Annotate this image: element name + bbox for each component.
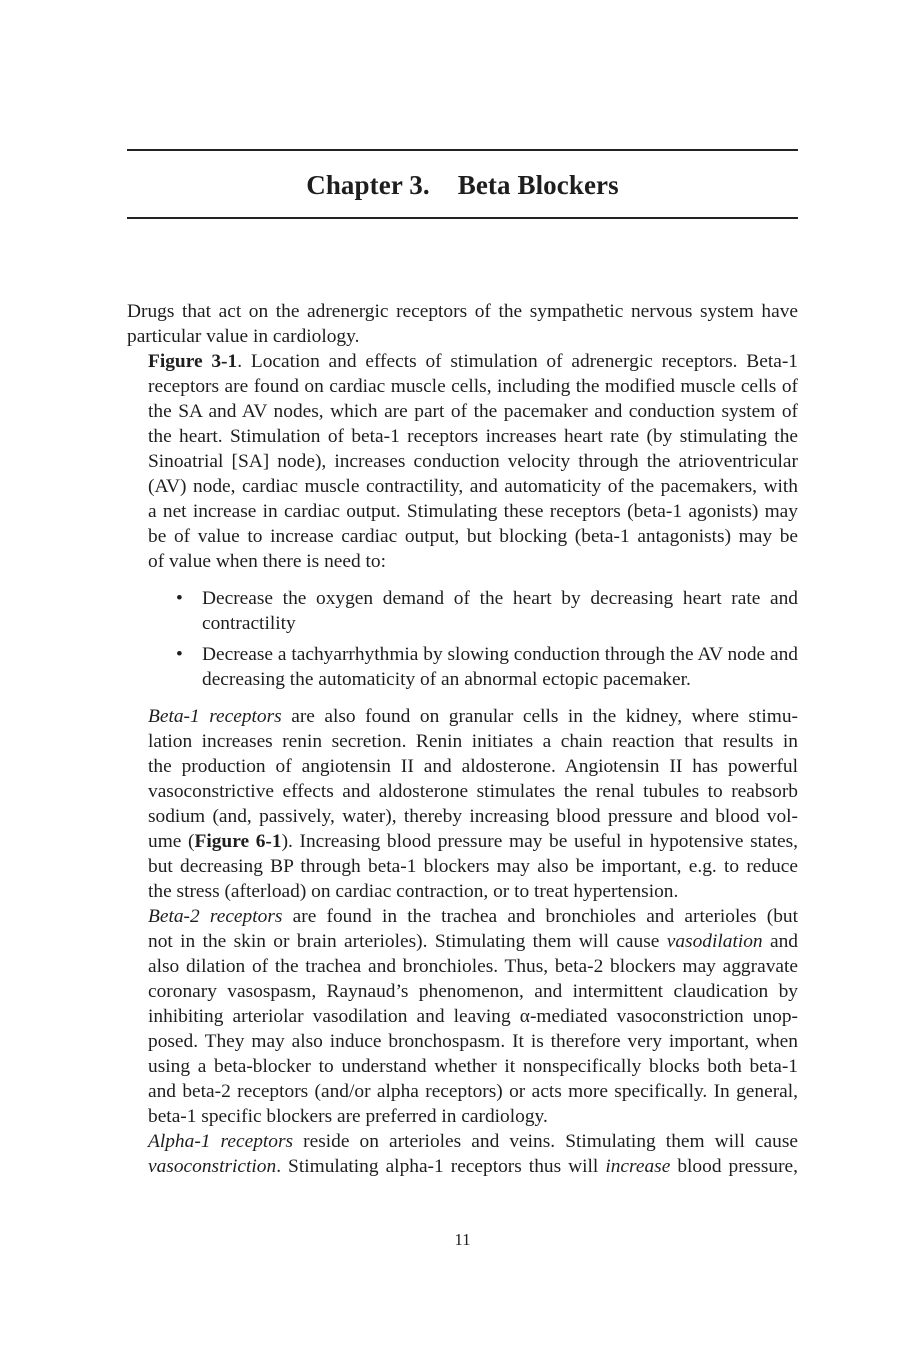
text-run: ume (: [148, 831, 195, 852]
paragraph-alpha-1: [127, 1129, 798, 1179]
text-line: [127, 904, 798, 929]
text-line: [127, 854, 798, 879]
bullet-item: [176, 642, 798, 692]
text-line: [127, 399, 798, 424]
text-run: are also found on granular cells in the kidney, where stimu-: [281, 706, 798, 727]
chapter-rule-bottom: [127, 217, 798, 219]
text-line: [127, 374, 798, 399]
bold-run: Figure 6-1: [194, 831, 282, 852]
text-run: the production of angiotensin II and aldosterone. Angiotensin II has powerful: [148, 756, 798, 777]
bold-run: Figure 3-1: [148, 351, 238, 372]
bullet-list: [127, 586, 798, 692]
bullet-text: Decrease the oxygen demand of the heart by decreasing heart rate and contractility: [202, 588, 798, 634]
text-line: [127, 549, 798, 574]
text-line: [127, 779, 798, 804]
chapter-label: Chapter 3.: [306, 170, 430, 200]
italic-run: Beta-2 receptors: [148, 906, 283, 927]
text-line: [127, 299, 798, 324]
text-line: [127, 729, 798, 754]
bullet-icon: •: [176, 588, 183, 609]
text-run: particular value in cardiology.: [127, 326, 360, 347]
text-line: [127, 829, 798, 854]
paragraph-intro: [127, 299, 798, 349]
paragraph-beta-1: [127, 704, 798, 904]
text-line: [127, 704, 798, 729]
bullet-item: [176, 586, 798, 636]
text-run: sodium (and, passively, water), thereby increasing blood pressure and blood vol-: [148, 806, 798, 827]
text-line: [127, 1004, 798, 1029]
paragraph-beta-2: [127, 904, 798, 1129]
page-number: 11: [454, 1230, 471, 1249]
body-text: [127, 299, 798, 1179]
text-run: not in the skin or brain arterioles). Stimulating them will cause: [148, 931, 667, 952]
text-run: but decreasing BP through beta-1 blockers may also be important, e.g. to reduce: [148, 856, 798, 877]
paragraph-figure-3-1: [127, 349, 798, 574]
text-run: ). Increasing blood pressure may be useful in hypotensive states,: [281, 831, 798, 852]
text-line: [127, 449, 798, 474]
text-run: also dilation of the trachea and bronchioles. Thus, beta-2 blockers may aggravate: [148, 956, 798, 977]
text-run: coronary vasospasm, Raynaud’s phenomenon, and intermittent claudication by: [148, 981, 798, 1002]
text-line: [127, 804, 798, 829]
text-line: [127, 879, 798, 904]
text-run: Drugs that act on the adrenergic receptors of the sympathetic nervous system have: [127, 301, 798, 322]
text-line: [127, 474, 798, 499]
bullet-icon: •: [176, 644, 183, 665]
text-run: the heart. Stimulation of beta-1 receptors increases heart rate (by stimulating the: [148, 426, 798, 447]
text-line: [127, 1154, 798, 1179]
text-line: [127, 929, 798, 954]
text-line: [127, 1079, 798, 1104]
text-run: and beta-2 receptors (and/or alpha receptors) or acts more specifically. In general,: [148, 1081, 798, 1102]
text-run: the SA and AV nodes, which are part of the pacemaker and conduction system of: [148, 401, 798, 422]
text-line: [127, 954, 798, 979]
text-run: reside on arterioles and veins. Stimulating them will cause: [293, 1131, 798, 1152]
text-run: vasoconstrictive effects and aldosterone stimulates the renal tubules to reabsorb: [148, 781, 798, 802]
text-line: [127, 324, 798, 349]
text-run: posed. They may also induce bronchospasm. It is therefore very important, when: [148, 1031, 798, 1052]
text-run: a net increase in cardiac output. Stimulating these receptors (beta-1 agonists) may: [148, 501, 798, 522]
text-run: and: [762, 931, 798, 952]
text-line: [127, 1129, 798, 1154]
text-line: [127, 1029, 798, 1054]
text-run: beta-1 specific blockers are preferred in cardiology.: [148, 1106, 548, 1127]
text-line: [127, 754, 798, 779]
italic-run: Beta-1 receptors: [148, 706, 282, 727]
text-run: . Location and effects of stimulation of adrenergic receptors. Beta-1: [237, 351, 798, 372]
text-run: of value when there is need to:: [148, 551, 386, 572]
text-line: [127, 524, 798, 549]
text-run: inhibiting arteriolar vasodilation and leaving α-mediated vasoconstriction unop-: [148, 1006, 798, 1027]
italic-run: vasodilation: [666, 931, 763, 952]
text-line: [127, 499, 798, 524]
text-run: are found in the trachea and bronchioles and arterioles (but: [282, 906, 798, 927]
italic-run: Alpha-1 receptors: [148, 1131, 294, 1152]
text-line: [127, 424, 798, 449]
text-line: [127, 349, 798, 374]
text-run: using a beta-blocker to understand whether it nonspecifically blocks both beta-1: [148, 1056, 798, 1077]
text-run: be of value to increase cardiac output, but blocking (beta-1 antagonists) may be: [148, 526, 798, 547]
chapter-rule-top: [127, 149, 798, 151]
text-line: [127, 1104, 798, 1129]
text-run: Sinoatrial [SA] node), increases conduction velocity through the atrioventricular: [148, 451, 798, 472]
text-line: [127, 979, 798, 1004]
text-run: receptors are found on cardiac muscle cells, including the modified muscle cells of: [148, 376, 798, 397]
text-run: the stress (afterload) on cardiac contraction, or to treat hypertension.: [148, 881, 679, 902]
text-line: [127, 1054, 798, 1079]
text-run: lation increases renin secretion. Renin initiates a chain reaction that results in: [148, 731, 798, 752]
chapter-title: Beta Blockers: [457, 170, 619, 200]
text-run: . Stimulating alpha-1 receptors thus will: [276, 1156, 606, 1177]
text-run: (AV) node, cardiac muscle contractility, and automaticity of the pacemakers, with: [148, 476, 798, 497]
italic-run: vasoconstriction: [148, 1156, 277, 1177]
chapter-heading: [127, 168, 798, 202]
italic-run: increase: [605, 1156, 671, 1177]
text-run: blood pressure,: [670, 1156, 798, 1177]
bullet-text: Decrease a tachyarrhythmia by slowing conduction through the AV node and decreasing the automaticity of an abnormal ectopic pacemaker.: [202, 644, 798, 690]
